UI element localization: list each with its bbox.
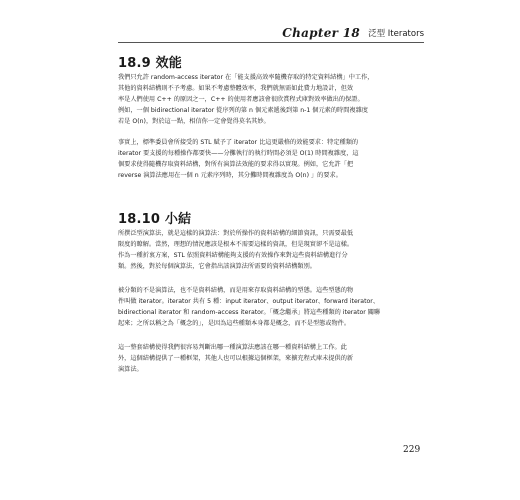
text-line: 限度的瞭解。當然，理想的情況應該是根本不需要這樣的資訊，但是現實卻不是這樣。 (118, 241, 354, 248)
chapter-label: Chapter 18 (282, 26, 361, 40)
text-line: 類。然後，對於每個演算法，它會指出該演算法所需要的資料結構類別。 (118, 263, 316, 270)
text-line: reverse 演算法應用在一個 n 元素序列時，其分攤時間複雜度為 O(n) 」的要求。 (118, 172, 342, 179)
text-line: 演算法。 (118, 366, 143, 373)
text-line: 例如，一個 bidirectional iterator 從序列的第 n 個元素遞後到第 n-1 個元素的時間複雜度 (118, 107, 368, 114)
text-line: bidirectional iterator 和 random-access iterator。「概念繼承」將這些種類的 iterator 關聯 (118, 309, 381, 316)
text-line: 件叫做 iterator。iterator 共有 5 種：input iterator、output iterator、forward iterator、 (118, 298, 380, 305)
text-line: 這一整套結構使得我們很容易判斷出哪一種演算法應該在哪一種資料結構上工作。此 (118, 344, 347, 351)
paragraph (118, 137, 424, 181)
text-line: 若是 O(n)，對於這一點，相信你一定會覺得莫名其妙。 (118, 118, 270, 125)
header-divider (118, 42, 424, 43)
section-heading-18-10: 18.10 小結 (118, 212, 192, 227)
text-line: 外，這個結構提供了一種框架，其他人也可以根據這個框架，來擴充程式庫未提供的新 (118, 355, 354, 362)
section-heading-18-9: 18.9 效能 (118, 56, 183, 71)
text-line: 事實上，標準委員會所接受的 STL 賦予了 iterator 比這更嚴格的效能要求：特定種類的 (118, 139, 359, 146)
page-number: 229 (403, 445, 421, 455)
text-line: 其他的資料結構則不予考慮。如果不考慮整體效率，我們就無需如此費力地設計，但效 (118, 85, 354, 92)
chapter-title: 泛型 Iterators (368, 29, 424, 39)
running-header (282, 26, 424, 40)
text-line: 個要求使得隨機存取資料結構，對所有演算法效能的要求得以實現。例如，它允許「把 (118, 161, 354, 168)
text-line: 我們只允許 random-access iterator 在「能支援高效率隨機存取的特定資料結構」中工作， (118, 74, 374, 81)
text-line: 作為一種折衷方案，STL 依照資料結構能夠支援的有效操作來對這些資料結構進行分 (118, 252, 348, 259)
text-line: 起來；之所以稱之為「概念的」，是因為這些種類本身都是概念，而不是型態或物件。 (118, 320, 351, 327)
paragraph (118, 72, 424, 127)
paragraph (118, 228, 424, 272)
paragraph (118, 342, 424, 375)
text-line: 所撰泛型演算法，就是這樣的演算法：對於所操作的資料結構的細節資訊，只需要最低 (118, 230, 354, 237)
paragraph (118, 285, 424, 329)
text-line: iterator 要支援的每種操作都要快——分攤執行的執行時間必須是 O(1) 時間複雜度，這 (118, 150, 359, 157)
text-line: 被分類的不是演算法，也不是資料結構，而是用來存取資料結構的型態。這些型態的物 (118, 287, 354, 294)
text-line: 率是人們使用 C++ 的原因之一，C++ 的使用者應該會很欣賞程式庫對效率做出的保證。 (118, 96, 364, 103)
